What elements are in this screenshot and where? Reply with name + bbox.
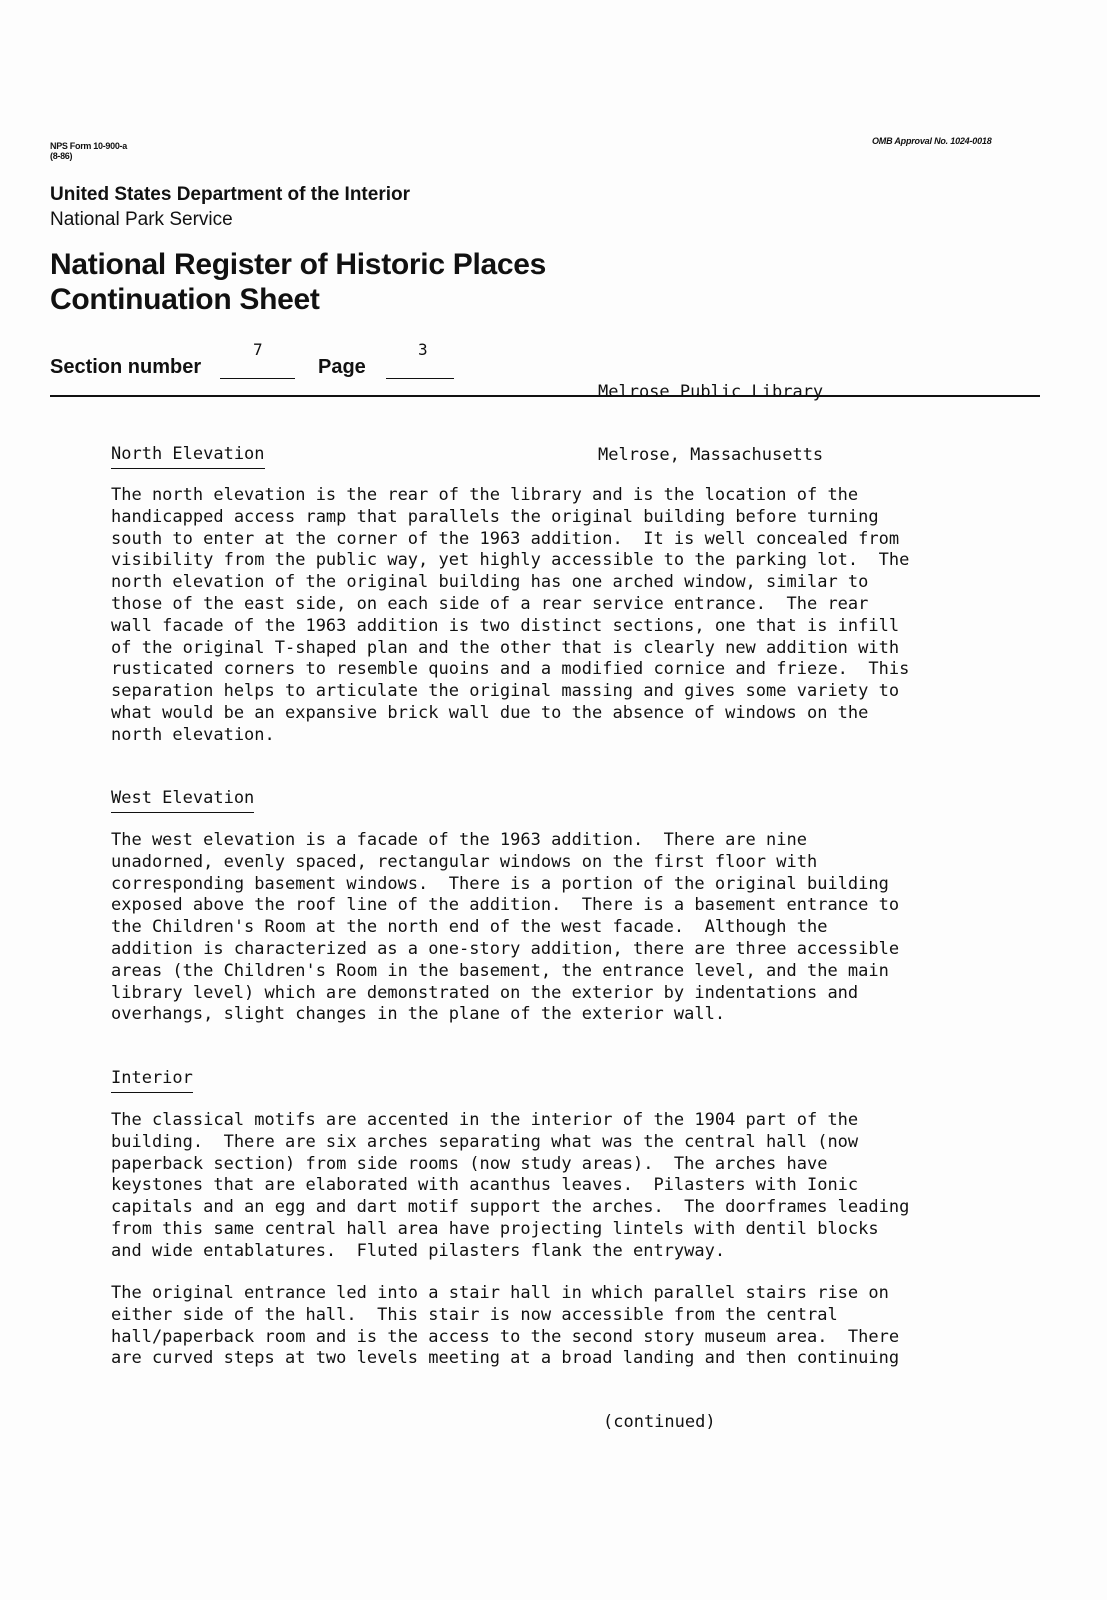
paragraph-west-elevation: The west elevation is a facade of the 1963 addition. There are nine unadorned, evenly spaced, rectangular windows on the first floor with corresponding basement windows. There is a portion of the original building exposed above the roof line of the addition. There is a basement entrance to the Children's Room at the north end of the west facade. Although the addition is characterized as a one-story addition, there are three accessible areas (the Children's Room in the basement, the entrance level, and the main library level) which are demonstrated on the exterior by indentations and overhangs, slight changes in the plane of the exterior wall. [111,830,900,1025]
omb-approval: OMB Approval No. 1024-0018 [872,136,992,146]
header-rule [50,395,1040,397]
title-line-1: National Register of Historic Places [50,248,547,281]
section-number-value: 7 [253,340,263,359]
department-name: United States Department of the Interior [50,184,410,205]
paragraph-interior-1: The classical motifs are accented in the interior of the 1904 part of the building. There are six arches separating what was the central hall (now paperback section) from side rooms (now study areas). The arches have keystones that are elaborated with acanthus leaves. Pilasters with Ionic capitals and an egg and dart motif support the arches. The doorframes leading from this same central hall area have projecting lintels with dentil blocks and wide entablatures. Fluted pilasters flank the entryway. [111,1110,910,1261]
sheet-title [50,247,546,317]
paragraph-interior-2: The original entrance led into a stair hall in which parallel stairs rise on either side of the hall. This stair is now accessible from the central hall/paperback room and is the access to the second story museum area. There are curved steps at two levels meeting at a broad landing and then continuing [111,1283,900,1369]
form-number: NPS Form 10-900-a [50,141,127,151]
property-name: Melrose Public Library [598,382,824,402]
page-label: Page [318,356,366,378]
page-number-blank [386,378,454,379]
title-line-2: Continuation Sheet [50,283,320,316]
section-heading-west-elevation: West Elevation [111,788,254,813]
page-number-value: 3 [418,340,428,359]
form-date: (8-86) [50,151,73,161]
agency-name: National Park Service [50,209,233,230]
section-heading-interior: Interior [111,1068,193,1093]
section-number-label: Section number [50,356,202,378]
continued-note: (continued) [603,1412,716,1432]
property-info [598,340,823,508]
section-heading-north-elevation: North Elevation [111,444,265,469]
form-identifier [50,141,127,161]
paragraph-north-elevation: The north elevation is the rear of the library and is the location of the handicapped access ramp that parallels the original building before turning south to enter at the corner of the 1963 addition. It is well concealed from visibility from the public way, yet highly accessible to the parking lot. The north elevation of the original building has one arched window, similar to those of the east side, on each side of a rear service entrance. The rear wall facade of the 1963 addition is two distinct sections, one that is infill of the original T-shaped plan and the other that is clearly new addition with rusticated corners to resemble quoins and a modified cornice and frieze. This separation helps to articulate the original massing and gives some variety to what would be an expansive brick wall due to the absence of windows on the north elevation. [111,485,910,745]
property-location: Melrose, Massachusetts [598,445,824,465]
agency-block [50,182,410,232]
section-number-blank [220,378,295,379]
